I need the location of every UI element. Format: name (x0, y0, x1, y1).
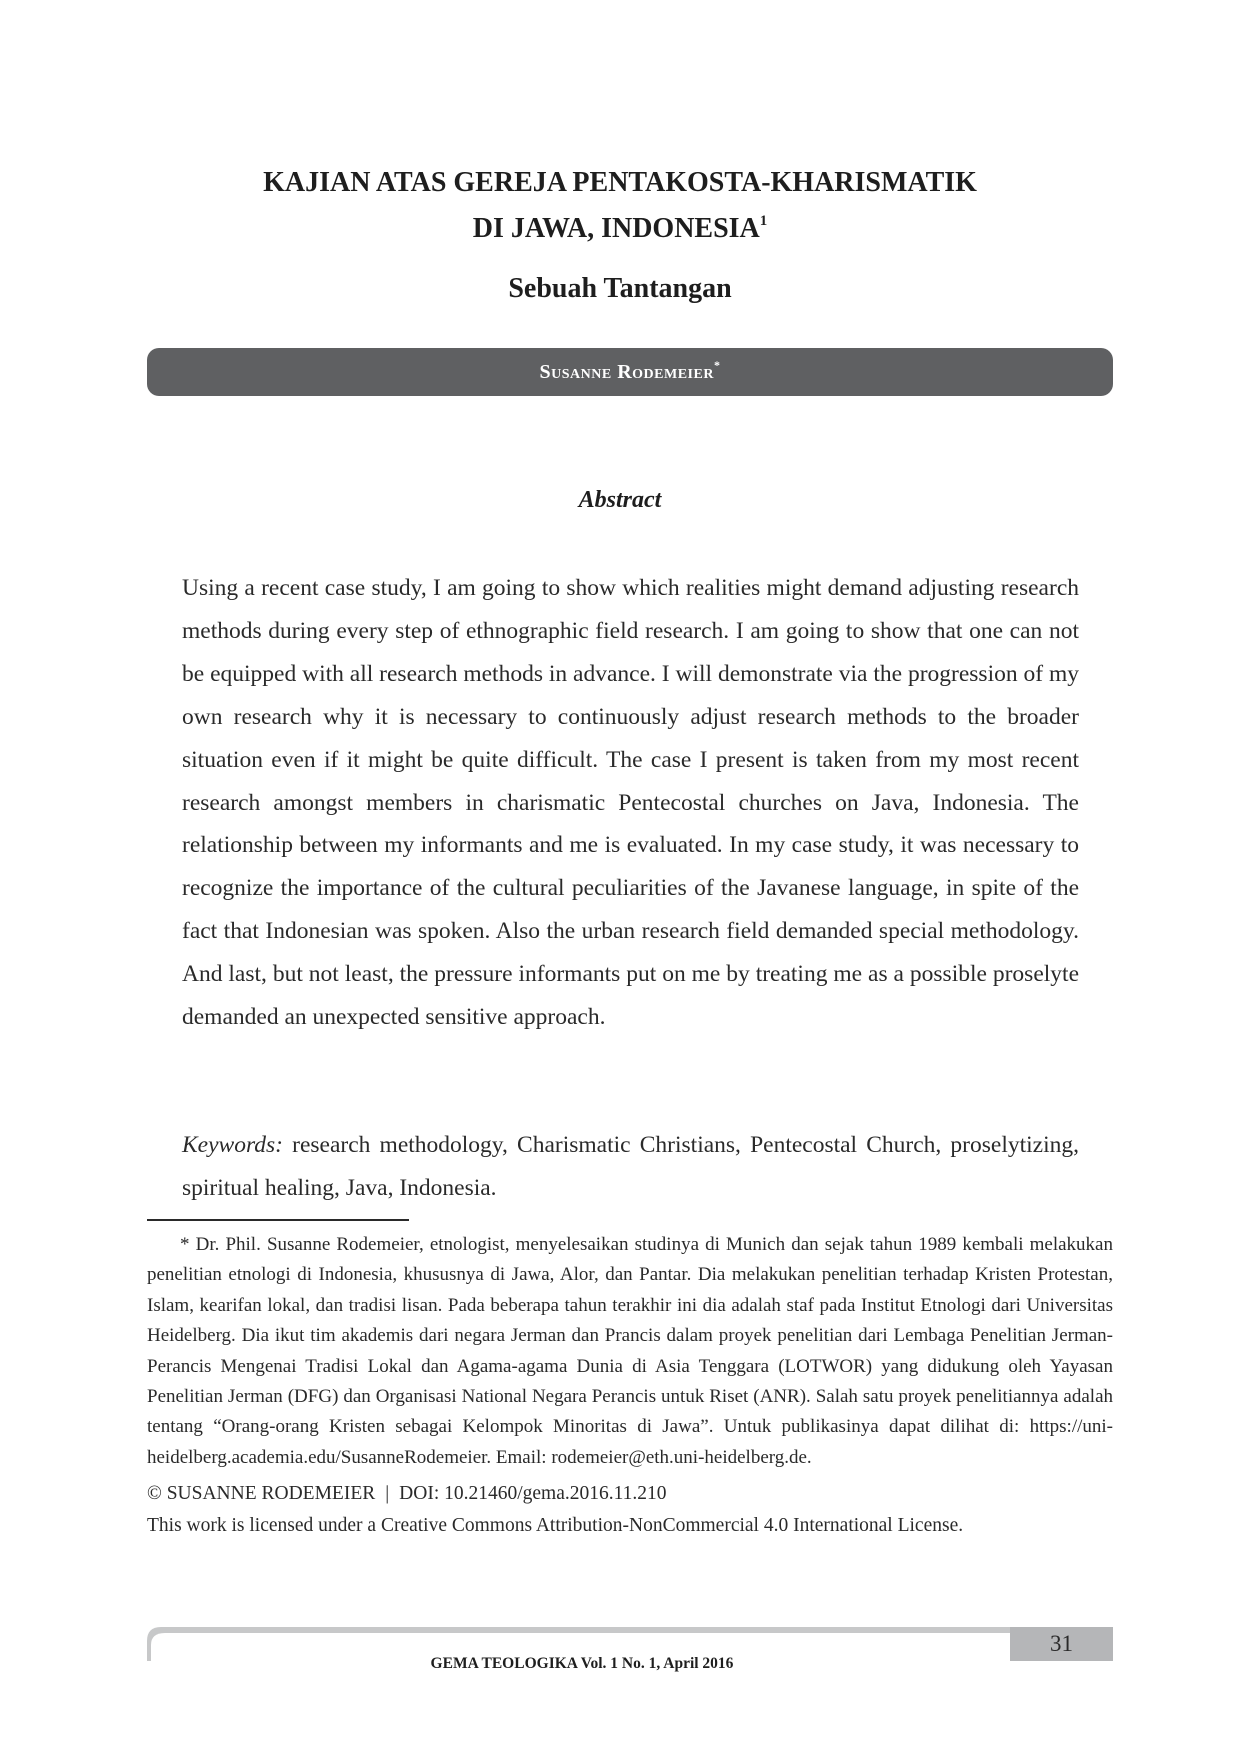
footnote-divider (147, 1219, 409, 1221)
abstract-body: Using a recent case study, I am going to show which realities might demand adjusting research methods during every step of ethnographic field research. I am going to show that one can not be equipped with all research methods in advance. I will demonstrate via the progression of my own research why it is necessary to continuously adjust research methods to the broader situation even if it might be quite difficult. The case I present is taken from my most recent research amongst members in charismatic Pentecostal churches on Java, Indonesia. The relationship between my informants and me is evaluated. In my case study, it was necessary to recognize the importance of the cultural peculiarities of the Javanese language, in spite of the fact that Indonesian was spoken. Also the urban research field demanded special methodology. And last, but not least, the pressure informants put on me by treating me as a possible proselyte demanded an unexpected sensitive approach. (182, 575, 1079, 1031)
title-footnote-mark: 1 (759, 213, 768, 229)
author-footnote: * Dr. Phil. Susanne Rodemeier, etnologist, menyelesaikan studinya di Munich dan sejak tahun 1989 kembali melakukan penelitian etnologi di Indonesia, khususnya di Jawa, Alor, dan Pantar. Dia melakukan penelitian terhadap Kristen Protestan, Islam, kearifan lokal, dan tradisi lisan. Pada beberapa tahun terakhir ini dia adalah staf pada Institut Etnologi dari Universitas Heidelberg. Dia ikut tim akademis dari negara Jerman dan Prancis dalam proyek penelitian dari Lembaga Penelitian Jerman-Perancis Mengenai Tradisi Lokal dan Agama-agama Dunia di Asia Tenggara (LOTWOR) yang didukung oleh Yayasan Penelitian Jerman (DFG) dan Organisasi National Negara Perancis untuk Riset (ANR). Salah satu proyek penelitiannya adalah tentang “Orang-orang Kristen sebagai Kelompok Minoritas di Jawa”. Untuk publikasinya dapat dilihat di: https://uni-heidelberg.academia.edu/SusanneRodemeier. Email: rodemeier@eth.uni-heidelberg.de. (147, 1234, 1113, 1468)
author-footnote-mark: * (713, 358, 721, 372)
copyright-holder: © SUSANNE RODEMEIER (147, 1483, 376, 1504)
journal-footer: GEMA TEOLOGIKA Vol. 1 No. 1, April 2016 (430, 1655, 734, 1672)
doi: DOI: 10.21460/gema.2016.11.210 (399, 1483, 667, 1504)
abstract-heading: Abstract (578, 487, 662, 513)
article-subtitle: Sebuah Tantangan (508, 273, 732, 304)
copyright-block (147, 1478, 1113, 1542)
license-line: This work is licensed under a Creative Commons Attribution-NonCommercial 4.0 International License. (147, 1515, 964, 1536)
page-number: 31 (1050, 1631, 1073, 1656)
keywords-text: research methodology, Charismatic Christians, Pentecostal Church, proselytizing, spiritual healing, Java, Indonesia. (182, 1132, 1080, 1201)
keywords (182, 1124, 1079, 1210)
author-bar (147, 348, 1113, 396)
article-title-line-2 (0, 206, 1240, 252)
copyright-separator: | (385, 1483, 390, 1504)
article-title-line-2-text: DI JAWA, INDONESIA (472, 213, 760, 244)
article-title-line-1: KAJIAN ATAS GEREJA PENTAKOSTA-KHARISMATIK (263, 167, 977, 198)
author-name: Susanne Rodemeier (539, 361, 714, 383)
article-title (0, 160, 1240, 252)
copyright-line (147, 1478, 1113, 1510)
keywords-label: Keywords: (182, 1132, 283, 1158)
